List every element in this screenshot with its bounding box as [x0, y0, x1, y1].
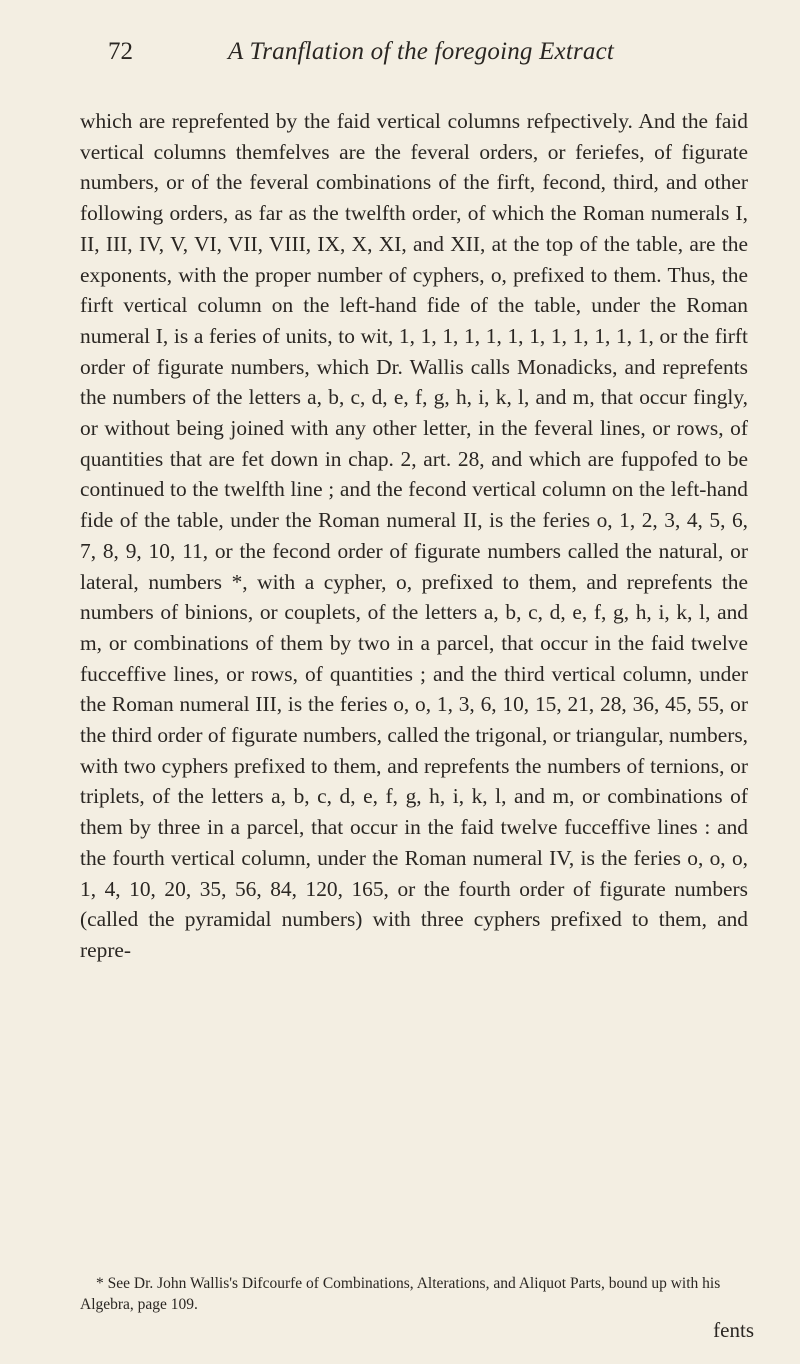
running-head: A Tranflation of the foregoing Extract: [228, 38, 615, 65]
page-header: [80, 30, 756, 74]
catchword: fents: [713, 1318, 754, 1342]
page-number: 72: [108, 38, 133, 65]
main-paragraph: which are reprefented by the faid vertical columns refpectively. And the faid vertical columns themfelves are the feveral orders, or feriefes, of figurate numbers, or of the feveral combinations of the firft, fecond, third, and other following orders, as far as the twelfth order, of which the Roman numerals I, II, III, IV, V, VI, VII, VIII, IX, X, XI, and XII, at the top of the table, are the exponents, with the proper number of cyphers, o, prefixed to them. Thus, the firft vertical column on the left-hand fide of the table, under the Roman numeral I, is a feries of units, to wit, 1, 1, 1, 1, 1, 1, 1, 1, 1, 1, 1, 1, or the firft order of figurate numbers, which Dr. Wallis calls Monadicks, and reprefents the numbers of the letters a, b, c, d, e, f, g, h, i, k, l, and m, that occur fingly, or without being joined with any other letter, in the feveral lines, or rows, of quantities that are fet down in chap. 2, art. 28, and which are fuppofed to be continued to the twelfth line ; and the fecond vertical column on the left-hand fide of the table, under the Roman numeral II, is the feries o, 1, 2, 3, 4, 5, 6, 7, 8, 9, 10, 11, or the fecond order of figurate numbers called the natural, or lateral, numbers *, with a cypher, o, prefixed to them, and reprefents the numbers of binions, or couplets, of the letters a, b, c, d, e, f, g, h, i, k, l, and m, or combinations of them by two in a parcel, that occur in the faid twelve fucceffive lines, or rows, of quantities ; and the third vertical column, under the Roman numeral III, is the feries o, o, 1, 3, 6, 10, 15, 21, 28, 36, 45, 55, or the third order of figurate numbers, called the trigonal, or triangular, numbers, with two cyphers prefixed to them, and reprefents the numbers of ternions, or triplets, of the letters a, b, c, d, e, f, g, h, i, k, l, and m, or combinations of them by three in a parcel, that occur in the faid twelve fucceffive lines : and the fourth vertical column, under the Roman numeral IV, is the feries o, o, o, 1, 4, 10, 20, 35, 56, 84, 120, 165, or the fourth order of figurate numbers (called the pyramidal numbers) with three cyphers prefixed to them, and repre-: [80, 109, 748, 962]
body-text: [80, 106, 748, 966]
footnote: * See Dr. John Wallis's Difcourfe of Combinations, Alterations, and Aliquot Parts, bound up with his Algebra, page 109.: [80, 1275, 721, 1313]
